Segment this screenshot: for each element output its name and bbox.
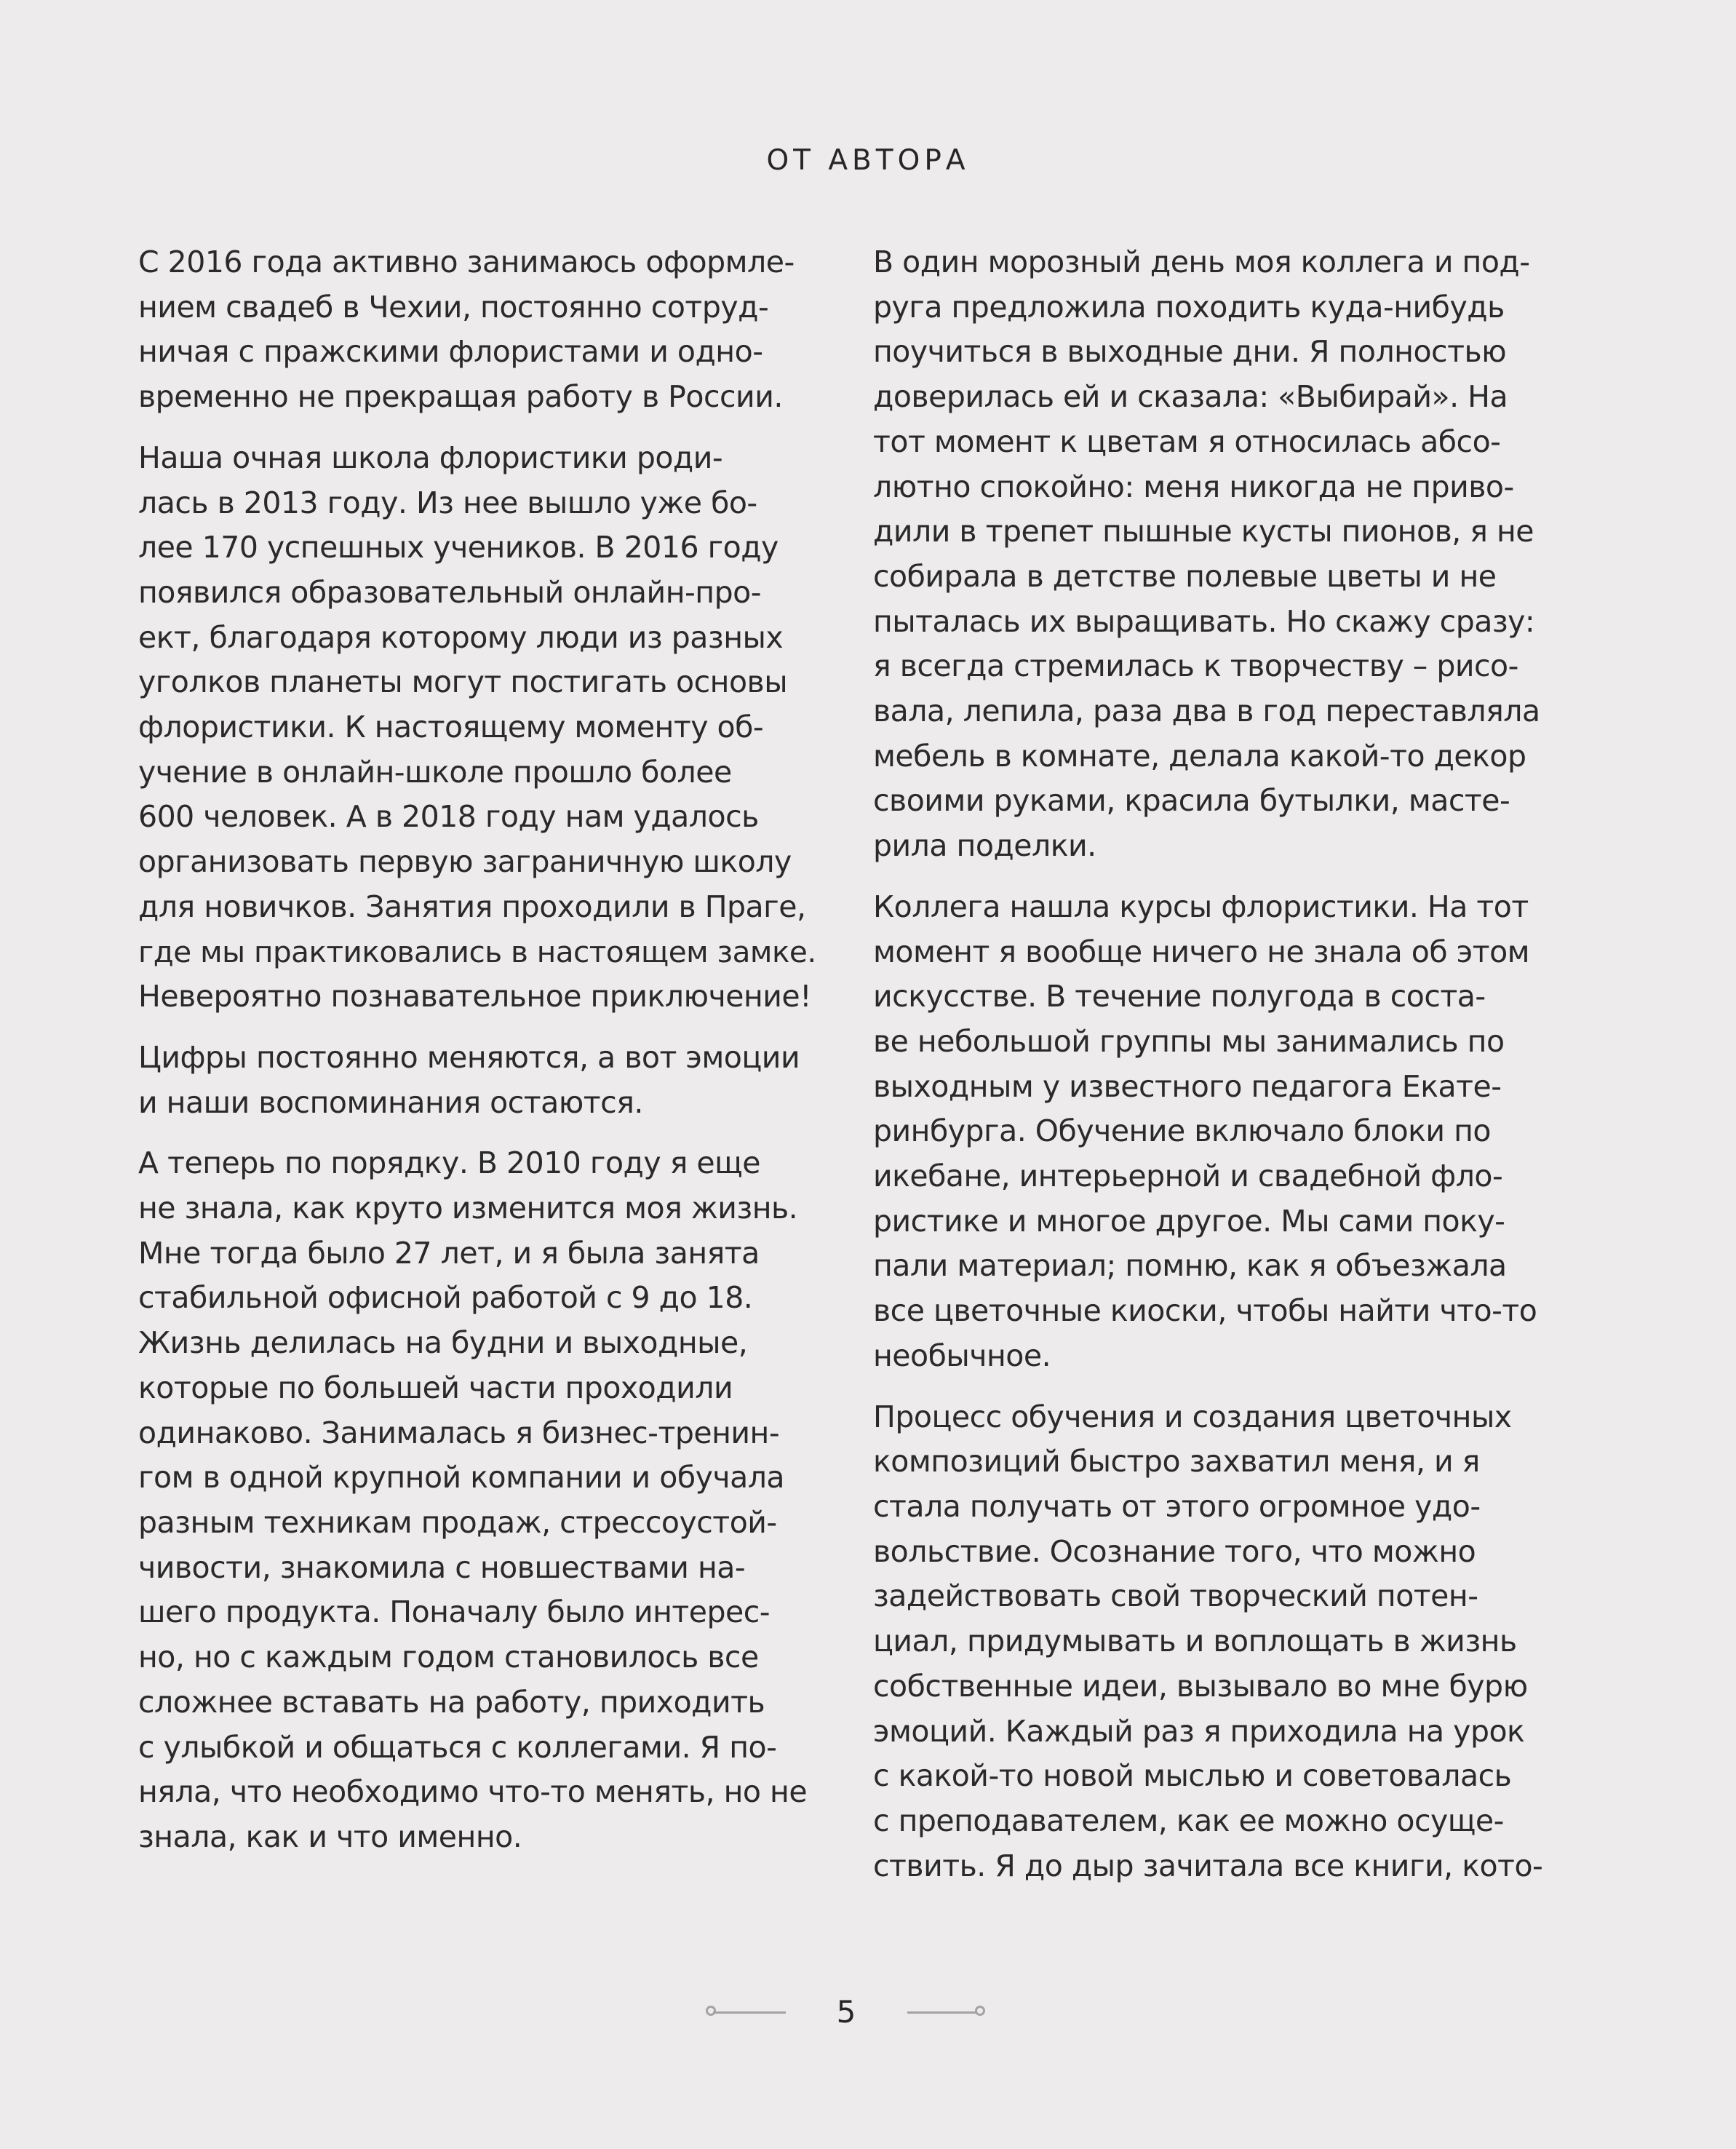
text-line: я всегда стремилась к творчеству – рисо-: [873, 648, 1518, 684]
page-number: 5: [836, 1994, 856, 2030]
text-line: собственные идеи, вызывало во мне бурю: [873, 1668, 1528, 1704]
text-line: необычное.: [873, 1338, 1051, 1373]
text-line: доверилась ей и сказала: «Выбирай». На: [873, 379, 1508, 415]
left-decorative-rule: [713, 2011, 786, 2014]
text-line: вольствие. Осознание того, что можно: [873, 1533, 1476, 1569]
text-line: стала получать от этого огромное удо-: [873, 1488, 1481, 1524]
paragraph: [873, 885, 1557, 1379]
text-line: организовать первую заграничную школу: [138, 844, 792, 880]
text-line: эмоций. Каждый раз я приходила на урок: [873, 1713, 1525, 1749]
text-line: с какой-то новой мыслью и советовалась: [873, 1758, 1512, 1794]
text-line: флористики. К настоящему моменту об-: [138, 710, 764, 745]
text-line: нием свадеб в Чехии, постоянно сотруд-: [138, 289, 769, 325]
text-line: Цифры постоянно меняются, а вот эмоции: [138, 1039, 800, 1075]
text-line: с улыбкой и общаться с коллегами. Я по-: [138, 1729, 777, 1765]
text-line: Жизнь делилась на будни и выходные,: [138, 1325, 748, 1361]
text-line: уголков планеты могут постигать основы: [138, 664, 788, 700]
text-line: Процесс обучения и создания цветочных: [873, 1399, 1512, 1434]
text-line: Коллега нашла курсы флористики. На тот: [873, 889, 1529, 924]
left-rule-end-dot: [706, 2006, 716, 2016]
text-line: циал, придумывать и воплощать в жизнь: [873, 1624, 1517, 1659]
right-rule-end-dot: [975, 2006, 985, 2016]
paragraph: [138, 436, 822, 1020]
text-line: задействовать свой творческий потен-: [873, 1578, 1478, 1614]
text-line: одинаково. Занималась я бизнес-тренин-: [138, 1415, 780, 1450]
text-line: разным техникам продаж, стрессоустой-: [138, 1504, 777, 1540]
text-line: Мне тогда было 27 лет, и я была занята: [138, 1235, 760, 1271]
text-line: икебане, интерьерной и свадебной фло-: [873, 1159, 1503, 1194]
text-line: пали материал; помню, как я объезжала: [873, 1248, 1507, 1284]
text-line: дили в трепет пышные кусты пионов, я не: [873, 514, 1534, 549]
text-line: которые по большей части проходили: [138, 1370, 733, 1405]
text-line: своими руками, красила бутылки, масте-: [873, 783, 1510, 819]
text-line: А теперь по порядку. В 2010 году я еще: [138, 1145, 760, 1181]
text-line: собирала в детстве полевые цветы и не: [873, 558, 1497, 594]
right-decorative-rule: [907, 2011, 980, 2014]
text-line: временно не прекращая работу в России.: [138, 379, 783, 415]
text-line: шего продукта. Поначалу было интерес-: [138, 1594, 771, 1630]
page-header: [0, 144, 1736, 178]
text-line: момент я вообще ничего не знала об этом: [873, 934, 1530, 969]
text-line: ствить. Я до дыр зачитала все книги, кото-: [873, 1848, 1543, 1883]
text-line: лютно спокойно: меня никогда не приво-: [873, 469, 1514, 504]
page-footer: [0, 1994, 1736, 2030]
text-line: ринбурга. Обучение включало блоки по: [873, 1113, 1491, 1149]
text-line: В один морозный день моя коллега и под-: [873, 245, 1530, 279]
text-line: ристике и многое другое. Мы сами поку-: [873, 1203, 1505, 1239]
text-line: 600 человек. А в 2018 году нам удалось: [138, 799, 759, 835]
text-line: лее 170 успешных учеников. В 2016 году: [138, 530, 779, 565]
text-line: тот момент к цветам я относилась абсо-: [873, 424, 1501, 459]
text-line: и наши воспоминания остаются.: [138, 1084, 643, 1120]
text-line: выходным у известного педагога Екате-: [873, 1068, 1502, 1104]
text-line: лась в 2013 году. Из нее вышло уже бо-: [138, 485, 757, 520]
text-line: появился образовательный онлайн-про-: [138, 574, 762, 610]
text-line: ве небольшой группы мы занимались по: [873, 1023, 1505, 1059]
text-line: но, но с каждым годом становилось все: [138, 1640, 759, 1675]
text-line: С 2016 года активно занимаюсь оформле-: [138, 245, 795, 279]
text-line: искусстве. В течение полугода в соста-: [873, 979, 1486, 1014]
text-line: все цветочные киоски, чтобы найти что-то: [873, 1293, 1537, 1329]
paragraph: [138, 1036, 822, 1125]
paragraph: [138, 1141, 822, 1859]
text-line: мебель в комнате, делала какой-то декор: [873, 738, 1526, 774]
text-line: учение в онлайн-школе прошло более: [138, 754, 732, 790]
text-line: руга предложила походить куда-нибудь: [873, 289, 1505, 325]
text-line: ект, благодаря которому люди из разных: [138, 619, 784, 655]
text-line: где мы практиковались в настоящем замке.: [138, 934, 816, 969]
text-line: стабильной офисной работой с 9 до 18.: [138, 1280, 753, 1316]
text-line: Невероятно познавательное приключение!: [138, 979, 812, 1014]
text-line: знала, как и что именно.: [138, 1819, 522, 1854]
text-line: Наша очная школа флористики роди-: [138, 440, 723, 475]
paragraph: [873, 240, 1557, 869]
text-line: чивости, знакомила с новшествами на-: [138, 1549, 746, 1585]
text-line: не знала, как круто изменится моя жизнь.: [138, 1191, 798, 1226]
text-line: гом в одной крупной компании и обучала: [138, 1460, 785, 1495]
text-line: сложнее вставать на работу, приходить: [138, 1684, 765, 1720]
text-line: няла, что необходимо что-то менять, но не: [138, 1774, 808, 1810]
paragraph: [138, 240, 822, 420]
text-line: поучиться в выходные дни. Я полностью: [873, 334, 1507, 370]
text-line: вала, лепила, раза два в год переставляла: [873, 694, 1540, 729]
text-line: ничая с пражскими флористами и одно-: [138, 334, 763, 370]
text-column-left: [138, 240, 822, 1876]
text-line: рила поделки.: [873, 828, 1096, 864]
text-line: для новичков. Занятия проходили в Праге,: [138, 889, 806, 924]
text-line: пыталась их выращивать. Но скажу сразу:: [873, 603, 1535, 639]
text-column-right: [873, 240, 1557, 1904]
paragraph: [873, 1395, 1557, 1889]
section-title: ОТ АВТОРА: [766, 144, 970, 177]
text-line: композиций быстро захватил меня, и я: [873, 1444, 1480, 1479]
text-line: с преподавателем, как ее можно осуще-: [873, 1803, 1504, 1838]
